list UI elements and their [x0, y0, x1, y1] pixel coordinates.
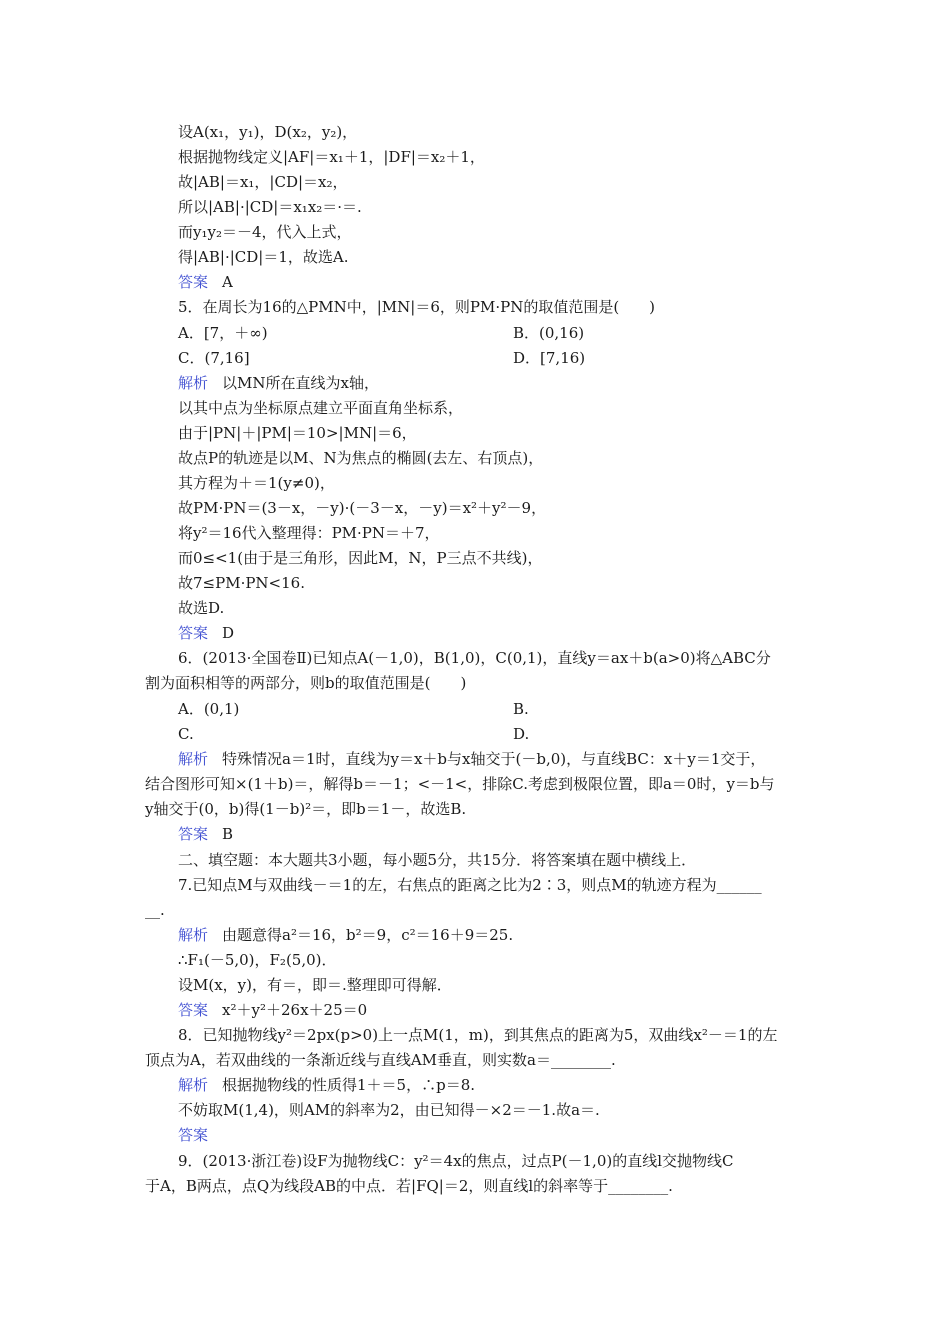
analysis-label: 解析 — [178, 926, 209, 944]
analysis-label: 解析 — [178, 1076, 209, 1094]
solution-line: 故7≤PM·PN<16. — [178, 574, 305, 592]
solution-line: 而y₁y₂＝－4，代入上式， — [178, 223, 352, 241]
solution-line: 设M(x，y)，有＝，即＝.整理即可得解． — [178, 976, 452, 994]
solution-line: 其方程为＋＝1(y≠0)， — [178, 474, 335, 492]
solution-line: 由于|PN|＋|PM|＝10>|MN|＝6， — [178, 424, 417, 442]
question-stem: 割为面积相等的两部分，则b的取值范围是( ) — [145, 674, 467, 692]
option-d: D. — [513, 725, 530, 743]
solution-line: 故PM·PN＝(3－x，－y)·(－3－x，－y)＝x²＋y²－9， — [178, 499, 547, 517]
answer-value: D — [222, 624, 235, 642]
analysis-line — [178, 1074, 475, 1096]
solution-line: 故选D. — [178, 599, 225, 617]
answer-line — [178, 1124, 222, 1146]
question-stem: 5．在周长为16的△PMN中，|MN|＝6，则PM·PN的取值范围是( ) — [178, 298, 656, 316]
question-stem: 8．已知抛物线y²＝2px(p>0)上一点M(1，m)，到其焦点的距离为5，双曲线x²－＝1的左 — [178, 1026, 778, 1044]
question-stem: 顶点为A，若双曲线的一条渐近线与直线AM垂直，则实数a＝________. — [145, 1051, 616, 1069]
answer-value: x²＋y²＋26x＋25＝0 — [222, 1001, 368, 1019]
analysis-text: 特殊情况a＝1时，直线为y＝x＋b与x轴交于(－b,0)，与直线BC：x＋y＝1交于， — [222, 750, 766, 768]
analysis-text: 由题意得a²＝16，b²＝9，c²＝16＋9＝25. — [222, 926, 514, 944]
option-c: C. — [178, 725, 194, 743]
answer-line — [178, 999, 367, 1021]
answer-label: 答案 — [178, 1126, 209, 1144]
answer-line — [178, 823, 233, 845]
analysis-label: 解析 — [178, 750, 209, 768]
answer-label: 答案 — [178, 825, 209, 843]
option-b: B. — [513, 700, 529, 718]
analysis-line — [178, 748, 765, 770]
solution-line: 以其中点为坐标原点建立平面直角坐标系， — [178, 399, 464, 417]
analysis-text: 以MN所在直线为x轴， — [222, 374, 379, 392]
section-heading: 二、填空题：本大题共3小题，每小题5分，共15分．将答案填在题中横线上． — [178, 851, 697, 869]
solution-line: 得|AB|·|CD|＝1，故选A. — [178, 248, 349, 266]
answer-line — [178, 271, 233, 293]
answer-label: 答案 — [178, 1001, 209, 1019]
solution-line: 根据抛物线定义|AF|＝x₁＋1，|DF|＝x₂＋1， — [178, 148, 485, 166]
answer-value: B — [222, 825, 234, 843]
solution-line: 故点P的轨迹是以M、N为焦点的椭圆(去左、右顶点)， — [178, 449, 544, 467]
question-stem: __. — [145, 901, 165, 919]
solution-line: ∴F₁(－5,0)，F₂(5,0)． — [178, 951, 337, 969]
analysis-text: 根据抛物线的性质得1＋＝5，∴p＝8. — [222, 1076, 476, 1094]
question-stem: 7.已知点M与双曲线－＝1的左，右焦点的距离之比为2∶3，则点M的轨迹方程为______ — [178, 876, 762, 894]
option-d: D．[7,16) — [513, 349, 586, 367]
analysis-label: 解析 — [178, 374, 209, 392]
answer-label: 答案 — [178, 624, 209, 642]
option-a: A．(0,1) — [178, 700, 240, 718]
solution-line: 故|AB|＝x₁，|CD|＝x₂， — [178, 173, 348, 191]
option-c: C．(7,16] — [178, 349, 250, 367]
answer-label: 答案 — [178, 273, 209, 291]
answer-line — [178, 622, 234, 644]
solution-line: 结合图形可知×(1＋b)＝，解得b＝－1；<－1<，排除C.考虑到极限位置，即a＝0时，y＝b与 — [145, 775, 775, 793]
analysis-line — [178, 924, 513, 946]
solution-line: 将y²＝16代入整理得：PM·PN＝＋7， — [178, 524, 440, 542]
analysis-line — [178, 372, 379, 394]
option-b: B．(0,16) — [513, 324, 585, 342]
solution-line: y轴交于(0，b)得(1－b)²＝，即b＝1－，故选B. — [145, 800, 467, 818]
question-stem: 6．(2013·全国卷Ⅱ)已知点A(－1,0)，B(1,0)，C(0,1)，直线y＝ax＋b(a>0)将△ABC分 — [178, 649, 771, 667]
option-a: A．[7，＋∞) — [178, 324, 268, 342]
solution-line: 而0≤<1(由于是三角形，因此M，N，P三点不共线)， — [178, 549, 543, 567]
question-stem: 9．(2013·浙江卷)设F为抛物线C：y²＝4x的焦点，过点P(－1,0)的直线l交抛物线C — [178, 1152, 734, 1170]
solution-line: 所以|AB|·|CD|＝x₁x₂＝·＝. — [178, 198, 362, 216]
solution-line: 设A(x₁，y₁)，D(x₂，y₂)， — [178, 123, 358, 141]
solution-line: 不妨取M(1,4)，则AM的斜率为2，由已知得－×2＝－1.故a＝. — [178, 1101, 600, 1119]
question-stem: 于A，B两点，点Q为线段AB的中点．若|FQ|＝2，则直线l的斜率等于________. — [145, 1177, 673, 1195]
answer-value: A — [222, 273, 233, 291]
